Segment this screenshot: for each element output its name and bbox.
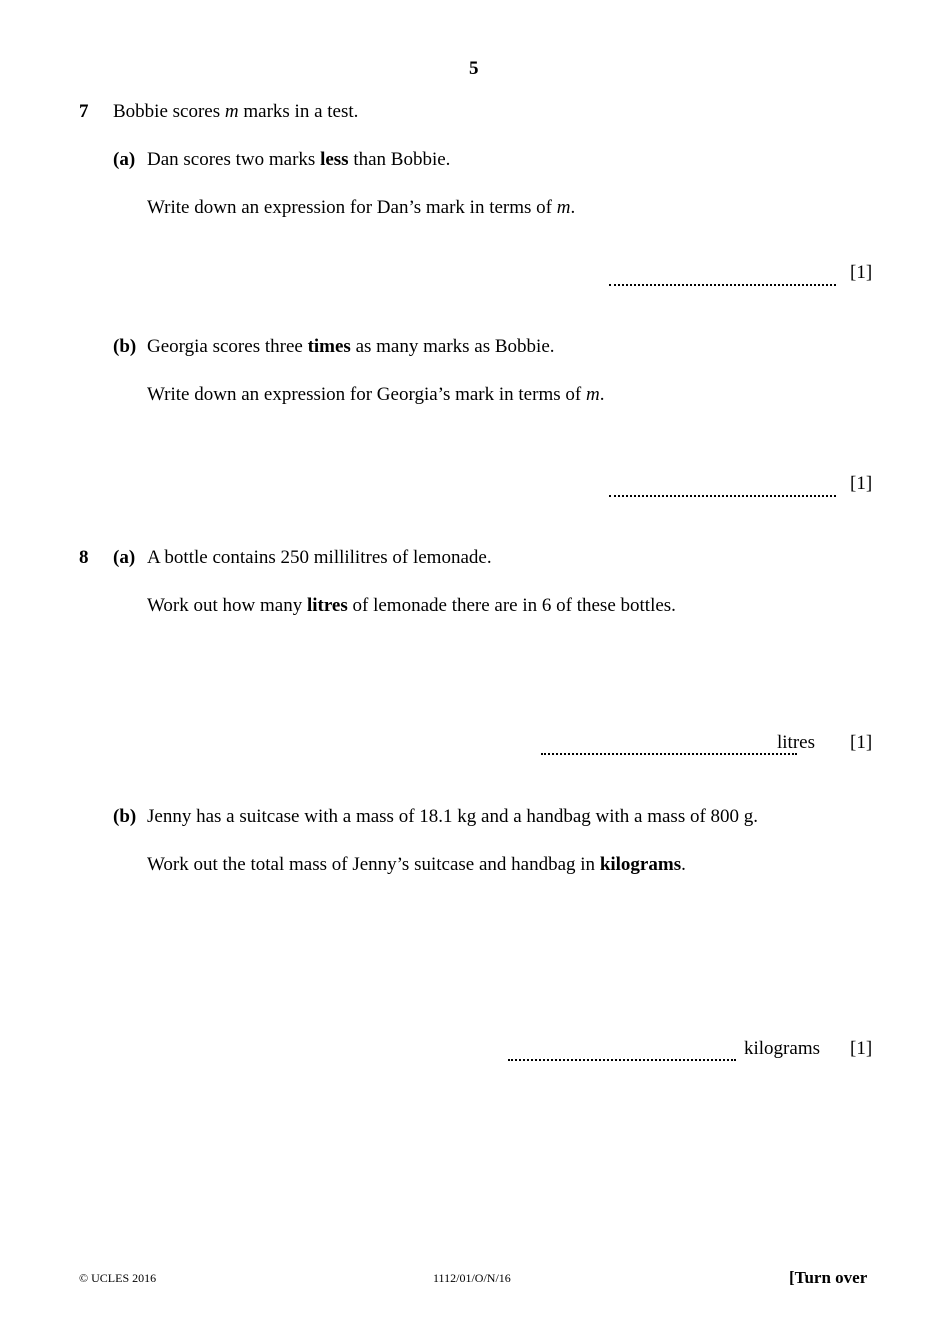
marks-7a: [1] [850, 262, 873, 283]
marks-7b: [1] [850, 473, 873, 494]
question-7b-label: (b) [113, 336, 137, 357]
q7a-line2-post: . [570, 197, 576, 218]
question-8b-line2 [147, 854, 686, 876]
q8b-line2-post: . [681, 854, 686, 875]
q7a-line2-var: m [556, 197, 571, 218]
q7-stem-pre: Bobbie scores [113, 101, 225, 122]
footer-paper-code: 1112/01/O/N/16 [433, 1271, 511, 1285]
marks-8a: [1] [850, 732, 873, 753]
question-8a-line1: A bottle contains 250 millilitres of lemonade. [147, 547, 492, 568]
question-7a-label: (a) [113, 149, 136, 170]
answer-line-8a[interactable] [541, 753, 797, 755]
question-7b-line2 [147, 384, 604, 406]
question-7a-line2 [147, 197, 575, 219]
q7-stem-post: marks in a test. [238, 101, 359, 122]
question-8-number: 8 [79, 547, 89, 568]
question-7-stem [113, 101, 358, 123]
answer-line-8b[interactable] [508, 1059, 736, 1061]
question-8a-line2 [147, 595, 676, 617]
answer-line-7a[interactable] [609, 284, 836, 286]
q7b-line1-post: as many marks as Bobbie. [350, 336, 555, 357]
q7b-line2-post: . [599, 384, 605, 405]
footer-turn-over: [Turn over [789, 1268, 868, 1287]
q8a-line2-post: of lemonade there are in 6 of these bottles. [347, 595, 676, 616]
q7a-line1-pre: Dan scores two marks [147, 149, 321, 170]
q7a-line1-bold: less [320, 149, 349, 170]
question-7-number: 7 [79, 101, 89, 122]
question-8a-label: (a) [113, 547, 136, 568]
marks-8b: [1] [850, 1038, 873, 1059]
question-8b-label: (b) [113, 806, 137, 827]
q7b-line2-pre: Write down an expression for Georgia’s mark in terms of [147, 384, 586, 405]
q7a-line1-post: than Bobbie. [348, 149, 451, 170]
answer-line-7b[interactable] [609, 495, 836, 497]
unit-8b: kilograms [744, 1038, 820, 1059]
q7b-line1-bold: times [307, 336, 351, 357]
q8b-line2-bold: kilograms [599, 854, 682, 875]
page-number: 5 [469, 58, 479, 79]
q7a-line2-pre: Write down an expression for Dan’s mark in terms of [147, 197, 557, 218]
footer-copyright: © UCLES 2016 [79, 1271, 157, 1285]
question-8b-line1: Jenny has a suitcase with a mass of 18.1 kg and a handbag with a mass of 800 g. [147, 806, 759, 827]
question-7a-line1 [147, 149, 450, 171]
q7b-line1-pre: Georgia scores three [147, 336, 308, 357]
question-7b-line1 [147, 336, 555, 358]
q8a-line2-bold: litres [306, 595, 348, 616]
q7b-line2-var: m [585, 384, 600, 405]
q8a-line2-pre: Work out how many [147, 595, 307, 616]
q7-stem-var: m [224, 101, 239, 122]
q8b-line2-pre: Work out the total mass of Jenny’s suitcase and handbag in [147, 854, 600, 875]
unit-8a: litres [777, 732, 815, 753]
